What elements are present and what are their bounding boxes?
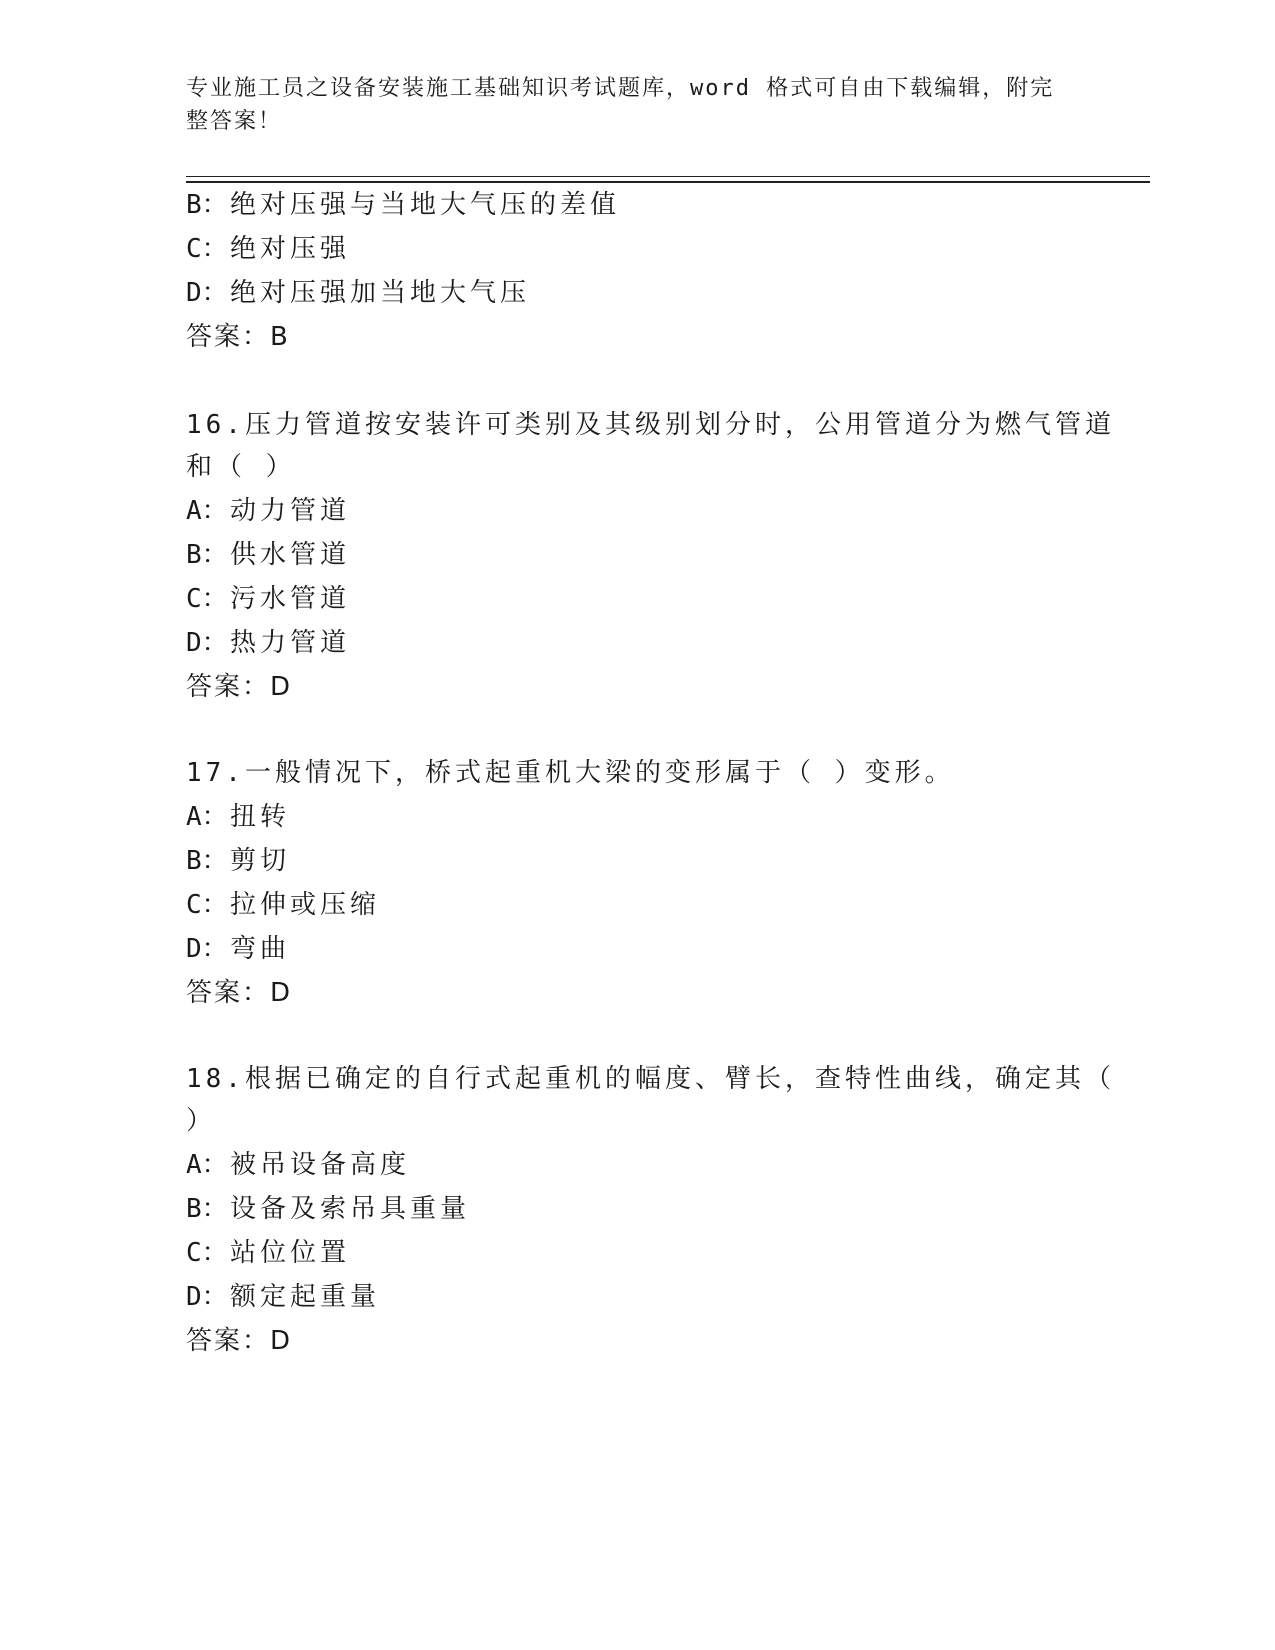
option-b: B：设备及索吊具重量 (186, 1194, 471, 1224)
question-stem: 16.压力管道按安装许可类别及其级别划分时，公用管道分为燃气管道 (186, 410, 1115, 440)
option-c: C：污水管道 (186, 584, 351, 614)
option-b: B：绝对压强与当地大气压的差值 (186, 190, 621, 220)
option-d: D：绝对压强加当地大气压 (186, 278, 531, 308)
header-rule-thick (186, 181, 1150, 183)
answer: 答案：D (186, 978, 293, 1008)
question-stem: 18.根据已确定的自行式起重机的幅度、臂长，查特性曲线，确定其（ (186, 1064, 1115, 1094)
option-c: C：站位位置 (186, 1238, 351, 1268)
option-d: D：弯曲 (186, 934, 291, 964)
document-header: 专业施工员之设备安装施工基础知识考试题库，word 格式可自由下载编辑，附完整答案！ (186, 76, 1055, 134)
option-c: C：拉伸或压缩 (186, 890, 381, 920)
option-a: A：扭转 (186, 802, 291, 832)
header-rule-thin (186, 176, 1150, 177)
option-a: A：被吊设备高度 (186, 1150, 411, 1180)
question-stem-continued: ） (186, 1106, 217, 1136)
answer: 答案：B (186, 322, 290, 352)
option-a: A：动力管道 (186, 496, 351, 526)
question-stem-continued: 和（ ） (186, 452, 296, 482)
question-stem: 17.一般情况下，桥式起重机大梁的变形属于（ ）变形。 (186, 758, 955, 788)
option-c: C：绝对压强 (186, 234, 351, 264)
option-d: D：额定起重量 (186, 1282, 381, 1312)
option-b: B：剪切 (186, 846, 291, 876)
option-b: B：供水管道 (186, 540, 351, 570)
answer: 答案：D (186, 1326, 293, 1356)
answer: 答案：D (186, 672, 293, 702)
option-d: D：热力管道 (186, 628, 351, 658)
